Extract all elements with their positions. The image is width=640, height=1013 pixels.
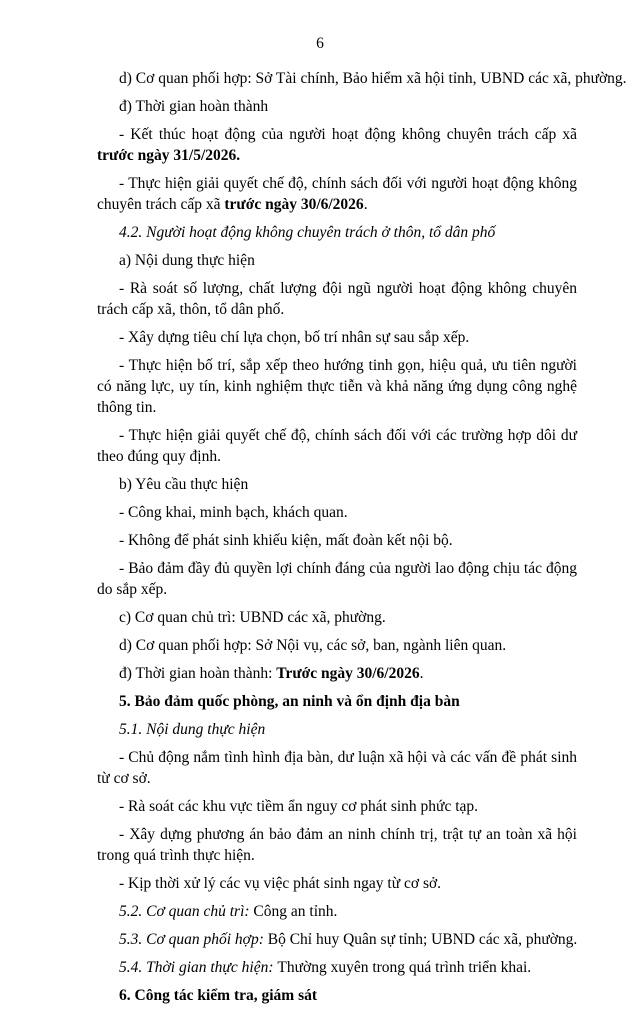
text-span: .	[363, 196, 368, 213]
text-span: trước ngày 30/6/2026	[224, 196, 364, 213]
text-span: - Không để phát sinh khiếu kiện, mất đoàn kết nội bộ.	[119, 532, 453, 549]
text-span: c) Cơ quan chủ trì: UBND các xã, phường.	[119, 609, 386, 626]
text-span: 5.2. Cơ quan chủ trì:	[119, 903, 254, 920]
text-span: 6. Công tác kiểm tra, giám sát	[119, 987, 318, 1004]
text-span: đ) Thời gian hoàn thành:	[119, 665, 277, 682]
paragraph	[97, 502, 577, 523]
text-span: 5.4. Thời gian thực hiện:	[119, 959, 278, 976]
paragraph	[97, 929, 577, 950]
text-span: - Kết thúc hoạt động của người hoạt động không chuyên trách cấp xã	[119, 126, 577, 143]
document-body	[97, 68, 627, 1013]
paragraph	[97, 663, 577, 684]
text-span: Bộ Chỉ huy Quân sự tỉnh; UBND các xã, phường.	[267, 931, 578, 948]
paragraph	[97, 355, 577, 418]
paragraph	[97, 901, 577, 922]
text-span: - Thực hiện giải quyết chế độ, chính sách đối với các trường hợp dôi dư theo đúng quy định.	[97, 427, 577, 465]
paragraph	[97, 558, 577, 600]
paragraph	[97, 250, 577, 271]
paragraph	[97, 957, 577, 978]
paragraph	[97, 691, 577, 712]
paragraph	[97, 873, 577, 894]
paragraph	[97, 474, 577, 495]
paragraph	[97, 68, 627, 89]
text-span: - Rà soát các khu vực tiềm ẩn nguy cơ phát sinh phức tạp.	[119, 798, 479, 815]
text-span: 5.1. Nội dung thực hiện	[119, 721, 266, 738]
text-span: - Bảo đảm đầy đủ quyền lợi chính đáng của người lao động chịu tác động do sắp xếp.	[97, 560, 577, 598]
paragraph	[97, 278, 577, 320]
text-span: - Thực hiện bố trí, sắp xếp theo hướng tinh gọn, hiệu quả, ưu tiên người có năng lực, uy tín, kinh nghiệm thực tiễn và khả năng ứng dụng công nghệ thông tin.	[97, 357, 577, 416]
text-span: d) Cơ quan phối hợp: Sở Nội vụ, các sở, ban, ngành liên quan.	[119, 637, 507, 654]
paragraph	[97, 222, 577, 243]
text-span: 5.3. Cơ quan phối hợp:	[119, 931, 268, 948]
text-span: 5. Bảo đảm quốc phòng, an ninh và ổn định địa bàn	[119, 693, 460, 710]
page-number: 6	[316, 35, 324, 52]
text-span: - Chủ động nắm tình hình địa bàn, dư luận xã hội và các vấn đề phát sinh từ cơ sở.	[97, 749, 577, 787]
text-span: Trước ngày 30/6/2026	[276, 665, 420, 682]
paragraph	[97, 635, 577, 656]
text-span: đ) Thời gian hoàn thành	[119, 98, 269, 115]
text-span: - Xây dựng tiêu chí lựa chọn, bố trí nhân sự sau sắp xếp.	[119, 329, 470, 346]
text-span: - Rà soát số lượng, chất lượng đội ngũ người hoạt động không chuyên trách cấp xã, thôn, tổ dân phố.	[97, 280, 577, 318]
paragraph	[97, 796, 577, 817]
text-span: d) Cơ quan phối hợp: Sở Tài chính, Bảo hiểm xã hội tỉnh, UBND các xã, phường.	[119, 70, 627, 87]
paragraph	[97, 824, 577, 866]
paragraph	[97, 425, 577, 467]
text-span: - Công khai, minh bạch, khách quan.	[119, 504, 348, 521]
text-span: .	[419, 665, 424, 682]
paragraph	[97, 985, 577, 1006]
text-span: 4.2. Người hoạt động không chuyên trách ở thôn, tổ dân phố	[119, 224, 496, 241]
paragraph	[97, 607, 577, 628]
text-span: b) Yêu cầu thực hiện	[119, 476, 249, 493]
paragraph	[97, 173, 577, 215]
paragraph	[97, 124, 577, 166]
paragraph	[97, 327, 577, 348]
paragraph	[97, 747, 577, 789]
text-span: - Kịp thời xử lý các vụ việc phát sinh ngay từ cơ sở.	[119, 875, 442, 892]
text-span: - Thực hiện giải quyết chế độ, chính sách đối với người hoạt động không chuyên trách cấp xã	[97, 175, 577, 213]
paragraph	[97, 530, 577, 551]
paragraph	[97, 96, 577, 117]
text-span: Thường xuyên trong quá trình triển khai.	[277, 959, 532, 976]
text-span: - Xây dựng phương án bảo đảm an ninh chính trị, trật tự an toàn xã hội trong quá trình thực hiện.	[97, 826, 577, 864]
text-span: Công an tỉnh.	[253, 903, 338, 920]
text-span: trước ngày 31/5/2026.	[97, 147, 241, 164]
paragraph	[97, 719, 577, 740]
text-span: a) Nội dung thực hiện	[119, 252, 255, 269]
